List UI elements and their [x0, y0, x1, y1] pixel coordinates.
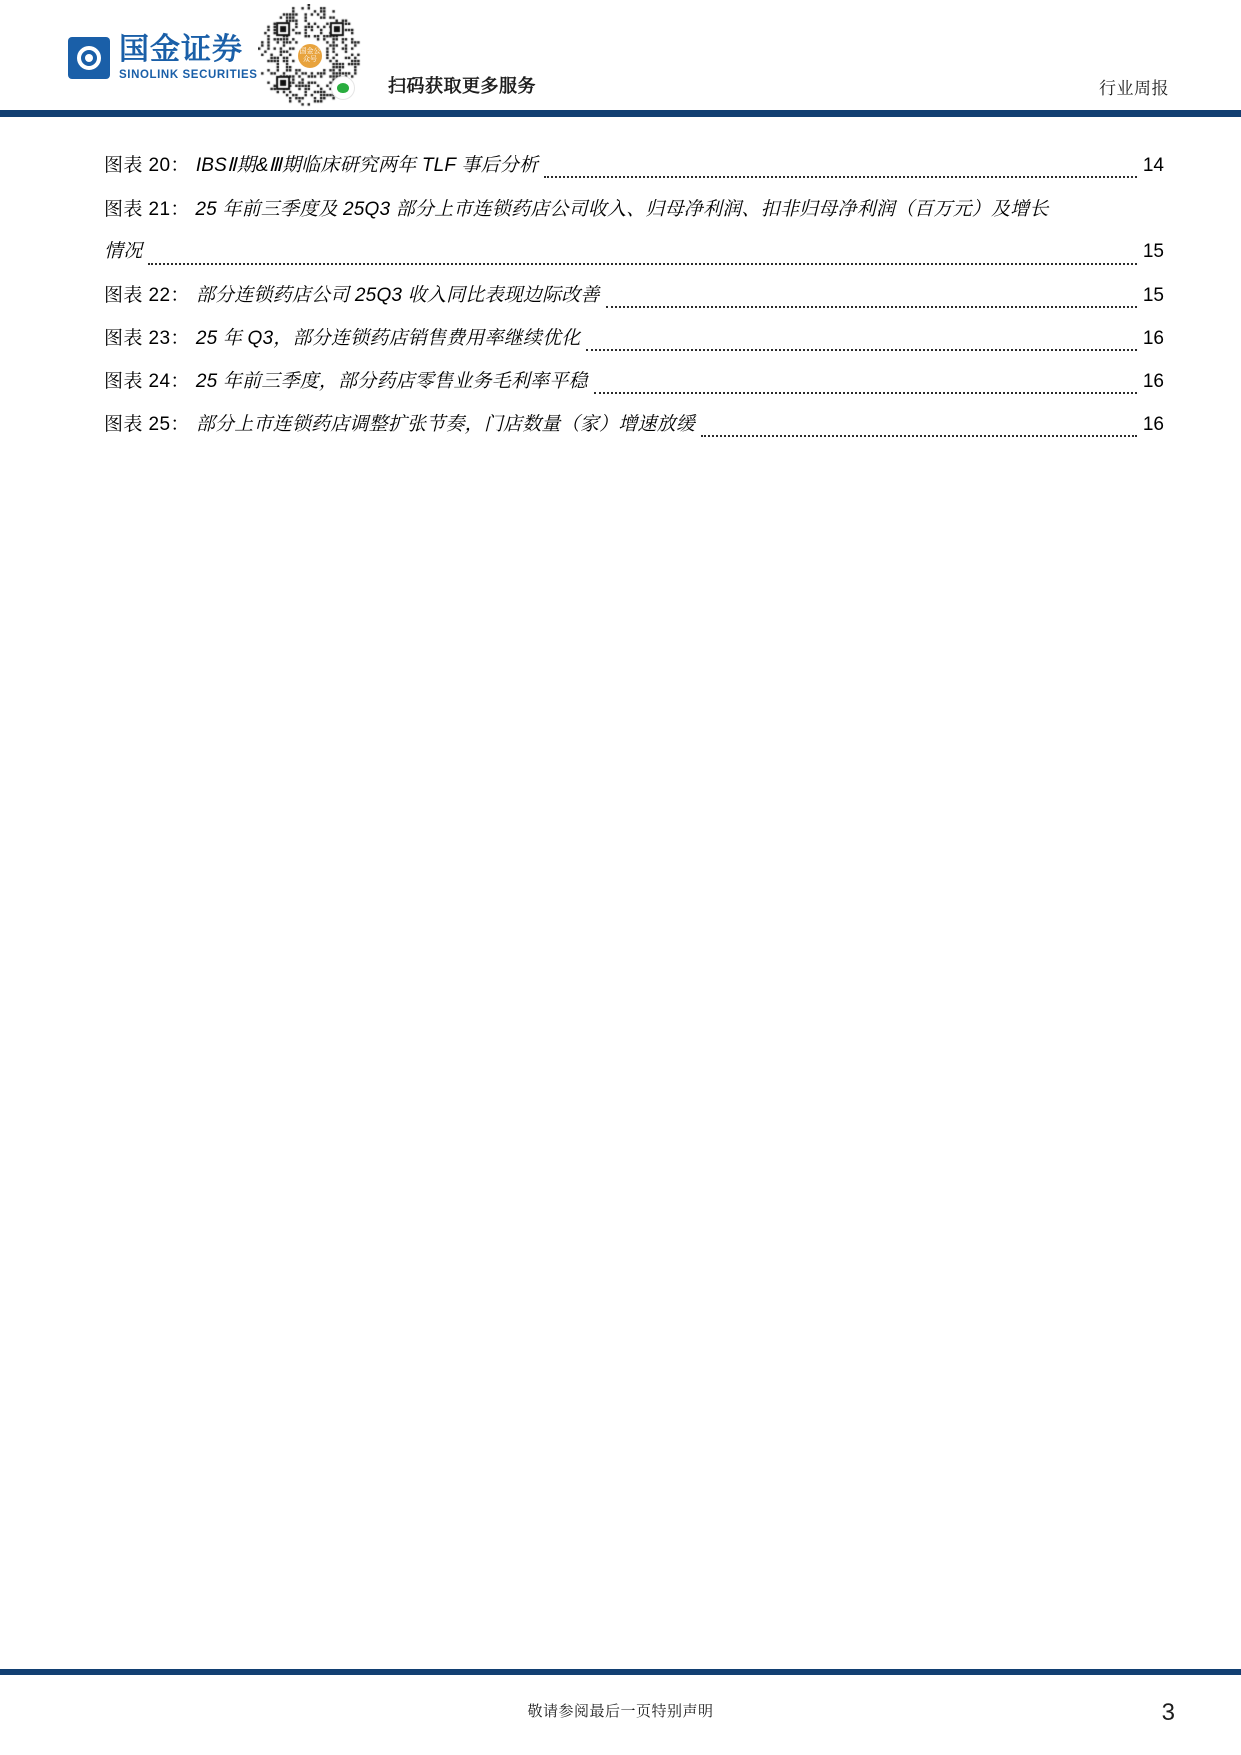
- toc-leader-dots: [606, 305, 1137, 308]
- toc-entry[interactable]: [104, 319, 1164, 359]
- wechat-badge-icon: [331, 76, 355, 100]
- toc-entry-page: 14: [1142, 155, 1164, 176]
- header-divider: [0, 110, 1241, 117]
- toc-entry-page: 16: [1142, 414, 1164, 435]
- toc-entry-label: 图表 23：: [104, 328, 190, 349]
- toc-leader-dots: [701, 434, 1137, 437]
- toc-entry-label: 图表 22：: [104, 285, 190, 306]
- toc-entry-label: 图表 21：: [104, 199, 190, 220]
- toc-entry-page: 16: [1142, 328, 1164, 349]
- page-number: 3: [1161, 1699, 1175, 1726]
- footer-divider: [0, 1669, 1241, 1675]
- toc-entry[interactable]: [104, 146, 1164, 186]
- page-header: [0, 0, 1241, 112]
- toc-entry-title: 部分连锁药店公司 25Q3 收入同比表现边际改善: [195, 285, 600, 306]
- toc-leader-dots: [594, 391, 1137, 394]
- report-type-label: 行业周报: [1099, 79, 1169, 98]
- qr-center-label: 国金公众号: [296, 42, 324, 70]
- toc-entry-page: 15: [1142, 241, 1164, 262]
- toc-entry[interactable]: [104, 276, 1164, 316]
- toc-leader-dots: [148, 262, 1136, 265]
- toc-entry-title: 25 年前三季度及 25Q3 部分上市连锁药店公司收入、归母净利润、扣非归母净利润（百万元）及增长: [195, 199, 1049, 220]
- toc-entry-label: 图表 24：: [104, 371, 190, 392]
- toc-entry-page: 16: [1142, 371, 1164, 392]
- toc-entry[interactable]: [104, 362, 1164, 402]
- sinolink-logo-icon: [68, 37, 110, 79]
- toc-entry[interactable]: [104, 405, 1164, 445]
- toc-leader-dots: [544, 175, 1137, 178]
- brand-name-cn: 国金证券: [119, 33, 243, 66]
- qr-caption: 扫码获取更多服务: [388, 76, 536, 96]
- toc-entry-label: 图表 20：: [104, 155, 190, 176]
- toc-entry-title: 部分上市连锁药店调整扩张节奏，门店数量（家）增速放缓: [195, 414, 696, 435]
- toc-entry-label: 图表 25：: [104, 414, 190, 435]
- toc-leader-dots: [586, 348, 1136, 351]
- toc-entry[interactable]: [104, 189, 1164, 273]
- toc-entry-page: 15: [1142, 285, 1164, 306]
- toc-entry-title-line2: 情况: [104, 241, 143, 262]
- qr-code[interactable]: [258, 4, 362, 108]
- toc-entry-title: IBSⅡ期&Ⅲ期临床研究两年 TLF 事后分析: [195, 155, 539, 176]
- brand-logo: [68, 34, 258, 82]
- toc-entry-title: 25 年 Q3，部分连锁药店销售费用率继续优化: [195, 328, 581, 349]
- footer-notice: 敬请参阅最后一页特别声明: [527, 1703, 714, 1720]
- table-of-contents: [104, 146, 1164, 448]
- brand-name-en: SINOLINK SECURITIES: [119, 69, 258, 81]
- toc-entry-title: 25 年前三季度，部分药店零售业务毛利率平稳: [195, 371, 588, 392]
